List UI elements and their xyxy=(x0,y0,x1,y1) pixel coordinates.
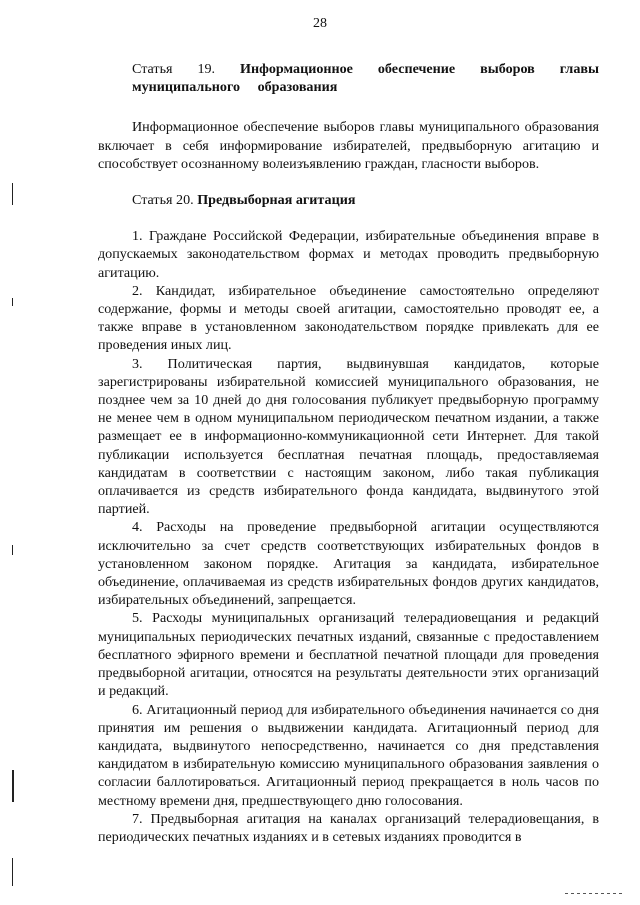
article-20-item-3: 3. Политическая партия, выдвинувшая кандидатов, которые зарегистрированы избирательной комиссией муниципального образования, не позднее чем за 10 дней до дня голосования публикует предвыборную программу не менее чем в одном муниципальном периодическом печатном издании, а также размещает ее в информационно-коммуникационной сети Интернет. Для такой публикации используется бесплатная печатная площадь, предоставляемая кандидатам в соответствии с настоящим законом, либо такая публикация оплачивается из средств избирательного фонда кандидата, выдвинутого этой партией. xyxy=(98,355,599,518)
article-20-label: Статья 20. xyxy=(132,192,194,209)
scan-margin-mark xyxy=(12,298,13,306)
article-20-item-2: 2. Кандидат, избирательное объединение самостоятельно определяют содержание, формы и методы своей агитации, самостоятельно проводят ее, а также вправе в установленном законодательством порядке привлекать для ее проведения иных лиц. xyxy=(98,282,599,354)
scan-margin-mark xyxy=(12,770,14,802)
article-20-item-4: 4. Расходы на проведение предвыборной агитации осуществляются исключительно за счет средств соответствующих избирательных фондов в установленном законом порядке. Агитация за кандидата, избирательное объединение, оплачиваемая из средств избирательных фондов других кандидатов, избирательных объединений, запрещается. xyxy=(98,519,599,609)
article-19-label: Статья 19. xyxy=(132,61,216,77)
document-body xyxy=(98,60,599,846)
scan-margin-mark xyxy=(12,858,13,886)
article-20-item-7: 7. Предвыборная агитация на каналах организаций телерадиовещания, в периодических печатных изданиях и в сетевых изданиях проводится в xyxy=(98,810,599,845)
scan-bottom-dash xyxy=(565,893,625,894)
scan-margin-mark xyxy=(12,183,13,205)
article-20-title: Предвыборная агитация xyxy=(197,192,356,209)
article-19-text: Информационное обеспечение выборов главы муниципального образования включает в себя информирование избирателей, предвыборную агитацию и способствует осознанному волеизъявлению граждан, гласности выборов. xyxy=(98,119,599,172)
article-20-heading xyxy=(98,191,599,209)
article-19-heading xyxy=(98,60,599,96)
article-19-title: Информационное обеспечение выборов главы муниципального образования xyxy=(132,61,599,96)
scan-margin-mark xyxy=(12,545,13,555)
page-number: 28 xyxy=(313,16,327,31)
article-20-item-5: 5. Расходы муниципальных организаций телерадиовещания и редакций муниципальных периодических печатных изданий, связанные с предоставлением бесплатного эфирного времени и бесплатной печатной площади для проведения предвыборной агитации, относятся на результаты деятельности этих организаций и редакций. xyxy=(98,610,599,700)
article-20-item-1: 1. Граждане Российской Федерации, избирательные объединения вправе в допускаемых законодательством формах и методах проводить предвыборную агитацию. xyxy=(98,228,599,281)
article-20-item-6: 6. Агитационный период для избирательного объединения начинается со дня принятия им решения о выдвижении кандидата. Агитационный период для кандидата, выдвинутого непосредственно, начинается со дня представления кандидатом в избирательную комиссию муниципального образования заявления о согласии баллотироваться. Агитационный период прекращается в ноль часов по местному времени дня, предшествующего дню голосования. xyxy=(98,701,599,809)
